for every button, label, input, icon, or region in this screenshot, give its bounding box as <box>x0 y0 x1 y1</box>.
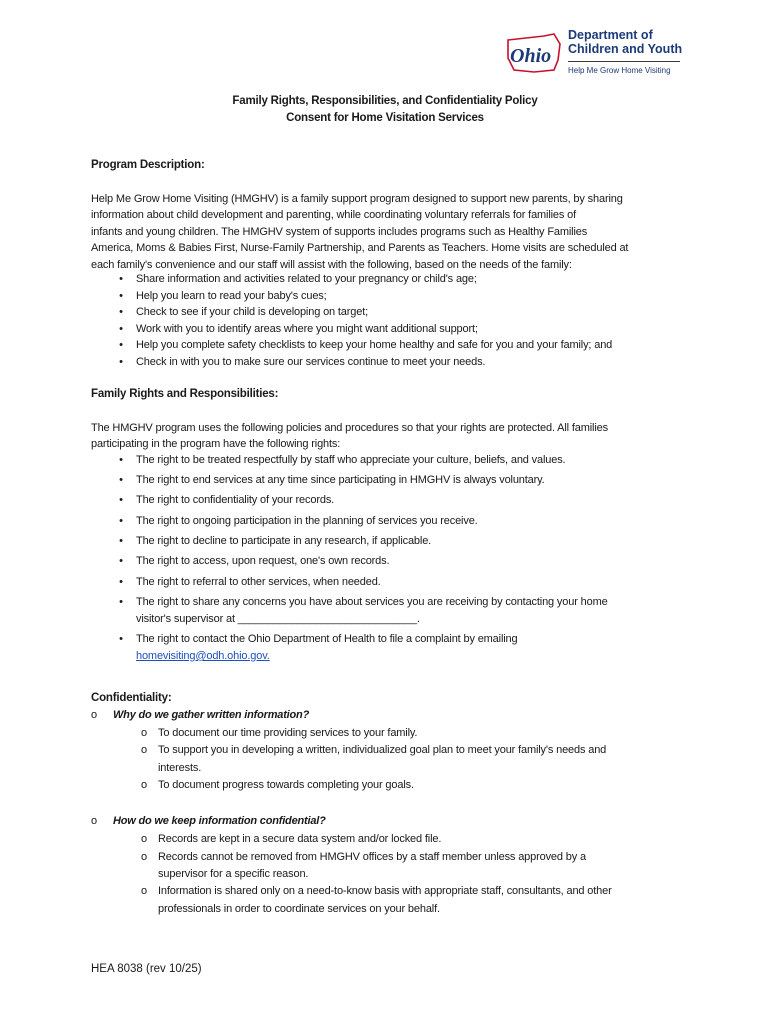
doc-title: Family Rights, Responsibilities, and Confidentiality Policy <box>232 95 538 107</box>
org-line-2: Children and Youth <box>568 42 683 56</box>
form-id-footer: HEA 8038 (rev 10/25) <box>91 963 202 975</box>
doc-subtitle: Consent for Home Visitation Services <box>286 112 484 124</box>
email-link[interactable]: homevisiting@odh.ohio.gov. <box>136 650 270 662</box>
text-line: The HMGHV program uses the following policies and procedures so that your rights are protected. All families <box>91 422 608 434</box>
confidentiality-heading: Confidentiality: <box>91 692 172 704</box>
agency-logo <box>504 28 694 80</box>
text-line: each family's convenience and our staff will assist with the following, based on the needs of the family: <box>91 258 572 271</box>
logo-divider <box>568 61 680 62</box>
text-line: America, Moms & Babies First, Nurse-Family Partnership, and Parents as Teachers. Home visits are scheduled at <box>91 242 629 255</box>
org-name <box>568 28 682 56</box>
org-line-1: Department of <box>568 28 653 42</box>
circle-bullet-icon: o <box>91 709 97 721</box>
program-paragraph <box>91 191 681 273</box>
rights-paragraph <box>91 420 681 453</box>
rights-heading: Family Rights and Responsibilities: <box>91 388 279 400</box>
program-heading: Program Description: <box>91 159 205 171</box>
logo-tagline: Help Me Grow Home Visiting <box>568 66 671 75</box>
circle-bullet-icon: o <box>91 815 97 827</box>
seal-text: Ohio <box>510 45 552 67</box>
text-line: participating in the program have the following rights: <box>91 438 341 451</box>
text-line: Help Me Grow Home Visiting (HMGHV) is a family support program designed to support new parents, by sharing <box>91 193 623 205</box>
text-line: information about child development and parenting, while coordinating voluntary referrals for families of <box>91 209 577 222</box>
document-page: Ohio Department of Children and Youth Help Me Grow Home Visiting Family Rights, Responsibilities, and Confidentiality Policy Consent for Home Visitation Services Program Description: Help Me Grow Home Visiting (HMGHV) is a family support program designed to support new parents, by sharing information about child development and parenting, while coordinating voluntary referrals for families of infants and young children. The HMGHV system of supports includes programs such as Healthy Families America, Moms & Babies First, Nurse-Family Partnership, and Parents as Teachers. Home visits are scheduled at each family's convenience and our staff will assist with the following, based on the needs of the family: • Share information and activities related to your pregnancy or child's age; • Help you learn to read your baby's cues; • Check to see if your child is developing on target; • Work with you to identify areas where you might want additional support; • Help you complete safety checklists to keep your home healthy and safe for you and your family; and • Check in with you to make sure our services continue to meet your needs. Family Rights and Responsibilities: The HMGHV program uses the following policies and procedures so that your rights are protected. All families participating in the program have the following rights: • The right to be treated respectfully by staff who appreciate your culture, beliefs, and values. • The right to end services at any time since participating in HMGHV is always voluntary. • The right to confidentiality of your records. • The right to ongoing participation in the planning of services you receive. • The right to decline to participate in any research, if applicable. • The right to access, upon request, one's own records. • The right to referral to other services, when needed. • The right to share any concerns you have about services you are receiving by contacting your home visitor's supervisor at ______________________________. • The right to contact the Ohio Department of Health to file a complaint by emailing homevisiting@odh.ohio.gov. Confidentiality: o Why do we gather written information? o To document our time providing services to your family. o To support you in developing a written, individualized goal plan to meet your family's needs and interests. o To document progress towards completing your goals. o How do we keep information confidential? o Records are kept in a secure data system and/or locked file. o Records cannot be removed from HMGHV offices by a staff member unless approved by a supervisor for a specific reason. o Information is shared only on a need-to-know basis with appropriate staff, consultants, and other professionals in order to coordinate services on your behalf. HEA 8038 (rev 10/25) <box>0 0 770 1024</box>
ohio-seal-icon <box>504 30 564 76</box>
text-line: infants and young children. The HMGHV system of supports includes programs such as Healthy Families <box>91 225 588 238</box>
